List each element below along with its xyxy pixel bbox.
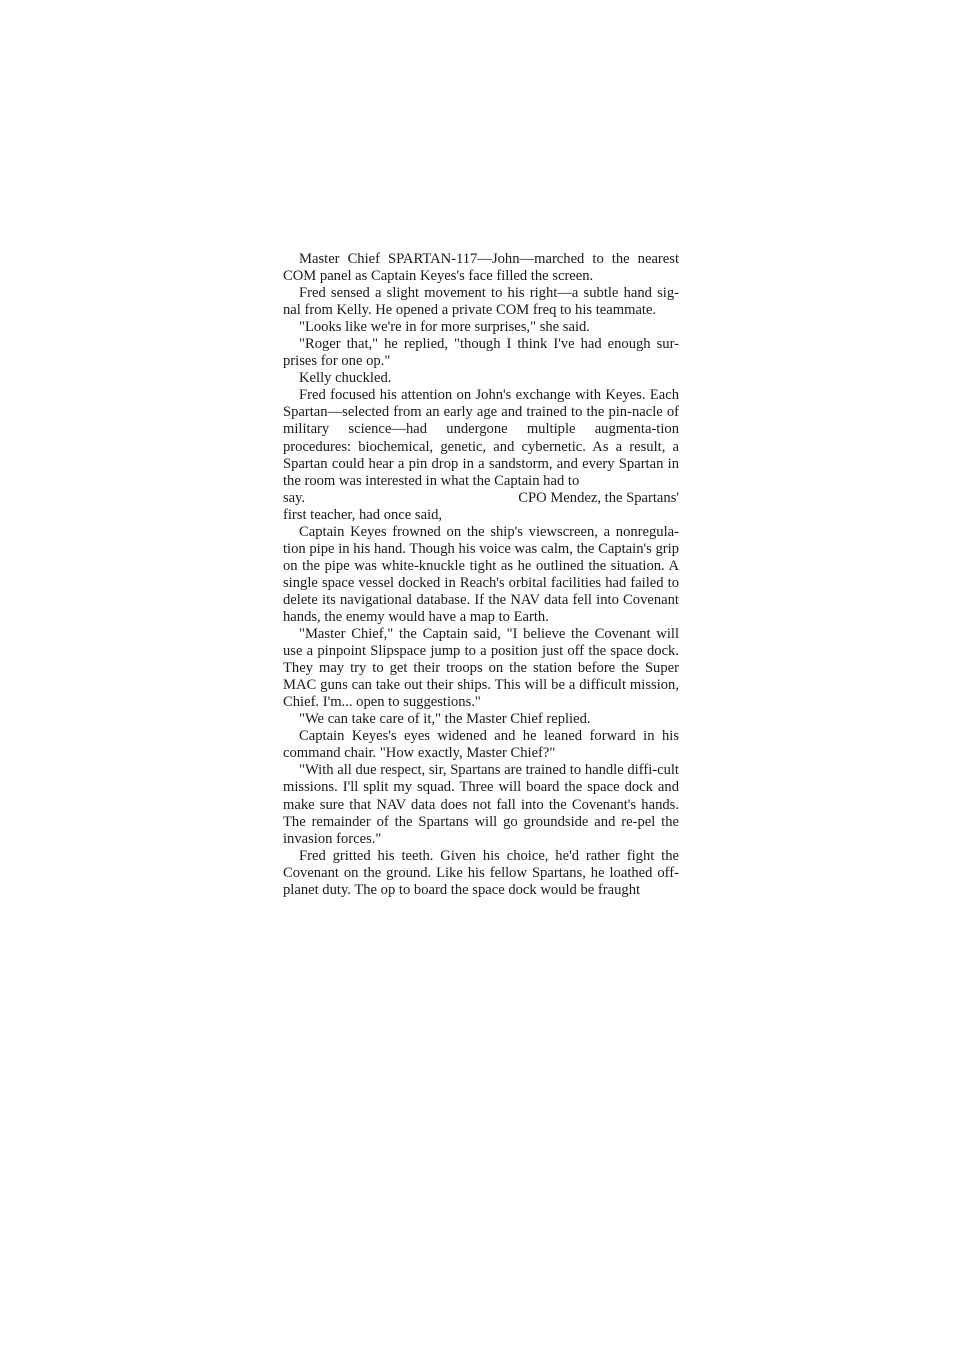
paragraph: Captain Keyes frowned on the ship's viewscreen, a nonregula-tion pipe in his hand. Though his voice was calm, the Captain's grip on the pipe was white-knuckle tight as he outlined the situation. A single space vessel docked in Reach's orbital facilities had failed to delete its navigational database. If the NAV data fell into Covenant hands, the enemy would have a map to Earth. — [283, 523, 679, 625]
paragraph: "Master Chief," the Captain said, "I believe the Covenant will use a pinpoint Slipspace jump to a position just off the space dock. They may try to get their troops on the station before the Super MAC guns can take out their ships. This will be a difficult mission, Chief. I'm... open to suggestions." — [283, 626, 679, 711]
paragraph: Kelly chuckled. — [299, 370, 392, 387]
page-body-text — [283, 251, 679, 899]
paragraph: "We can take care of it," the Master Chief replied. — [299, 711, 591, 728]
paragraph: "With all due respect, sir, Spartans are trained to handle diffi-cult missions. I'll split my squad. Three will board the space dock and make sure that NAV data does not fall into the Covenant's hands. The remainder of the Spartans will go groundside and re-pel the invasion forces." — [283, 762, 679, 847]
paragraph: Fred sensed a slight movement to his right—a subtle hand sig-nal from Kelly. He opened a private COM freq to his teammate. — [283, 285, 679, 319]
paragraph: "Roger that," he replied, "though I think I've had enough sur-prises for one op." — [283, 336, 679, 370]
split-line-left: say. — [283, 489, 306, 506]
paragraph: Captain Keyes's eyes widened and he leaned forward in his command chair. "How exactly, Master Chief?" — [283, 728, 679, 762]
paragraph: Fred focused his attention on John's exchange with Keyes. Each Spartan—selected from an early age and trained to the pin-nacle of military science—had undergone multiple augmenta-tion procedures: biochemical, genetic, and cybernetic. As a result, a Spartan could hear a pin drop in a sandstorm, and every Spartan in the room was interested in what the Captain had to — [283, 387, 679, 489]
paragraph: Master Chief SPARTAN-117—John—marched to the nearest COM panel as Captain Keyes's face filled the screen. — [283, 251, 679, 285]
split-line-right: CPO Mendez, the Spartans' — [518, 489, 679, 506]
split-line — [283, 490, 679, 507]
paragraph-continuation: first teacher, had once said, — [283, 506, 443, 523]
paragraph: "Looks like we're in for more surprises," she said. — [299, 319, 590, 336]
paragraph: Fred gritted his teeth. Given his choice, he'd rather fight the Covenant on the ground. Like his fellow Spartans, he loathed off-planet duty. The op to board the space dock would be fraught — [283, 847, 679, 898]
